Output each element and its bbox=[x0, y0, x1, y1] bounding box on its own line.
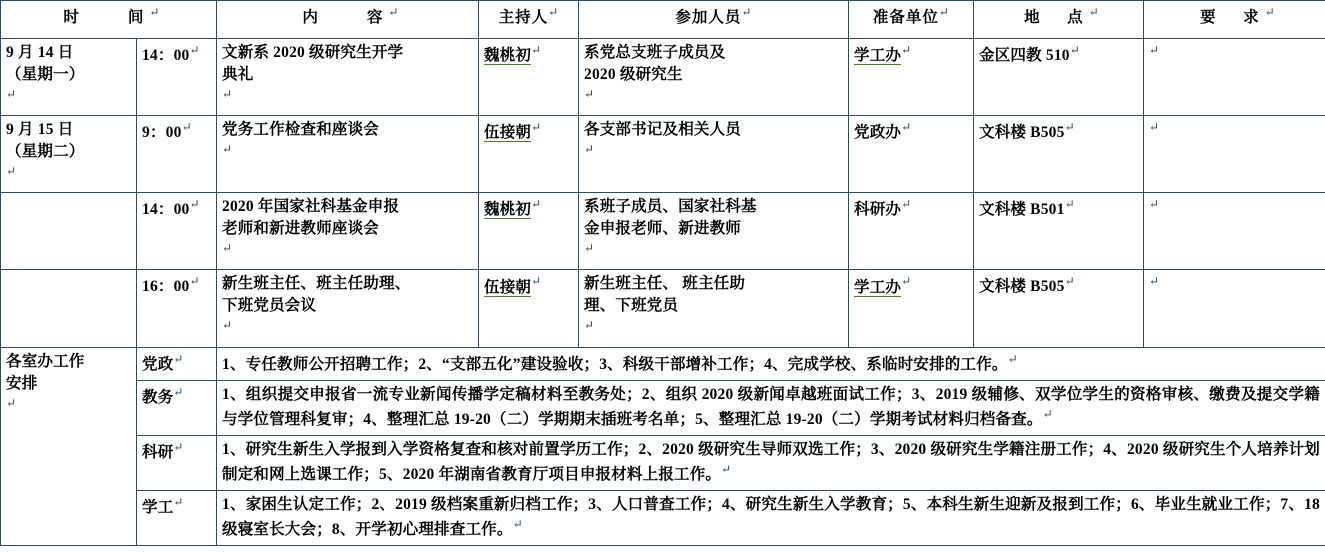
column-header-participants: 参加人员↵ bbox=[579, 1, 849, 39]
cell-tasks: 1、家困生认定工作；2、2019 级档案重新归档工作；3、人口普查工作；4、研究生新生入学教育；5、本科生新生迎新及报到工作；6、毕业生就业工作；7、18 级寝室长大会；8、开学初心理排查工作。↵ bbox=[217, 491, 1325, 546]
paragraph-mark: ↵ bbox=[173, 351, 184, 366]
paragraph-mark: ↵ bbox=[584, 318, 595, 333]
cell-requirement bbox=[1144, 39, 1325, 116]
cell-time: 14：00↵ bbox=[137, 193, 217, 270]
column-header-requirement: 要 求↵ bbox=[1144, 1, 1325, 39]
paragraph-mark: ↵ bbox=[721, 461, 732, 476]
table-header bbox=[1, 1, 1325, 39]
cell-unit: 学工办↵ bbox=[849, 39, 974, 116]
paragraph-mark: ↵ bbox=[531, 197, 542, 212]
paragraph-mark: ↵ bbox=[6, 87, 17, 101]
cell-participants: 新生班主任、 班主任助 理、下班党员 ↵ bbox=[579, 270, 849, 347]
section-row-research bbox=[1, 435, 1325, 490]
cell-place: 文科楼 B505↵ bbox=[974, 270, 1144, 347]
cell-unit: 学工办↵ bbox=[849, 270, 974, 347]
paragraph-mark: ↵ bbox=[173, 495, 184, 510]
paragraph-mark: ↵ bbox=[222, 87, 233, 101]
paragraph-mark: ↵ bbox=[901, 120, 912, 135]
paragraph-mark: ↵ bbox=[1007, 351, 1018, 366]
cell-tasks: 1、专任教师公开招聘工作；2、“支部五化”建设验收；3、科级干部增补工作；4、完成学校、系临时安排的工作。↵ bbox=[217, 347, 1325, 380]
column-header-content: 内 容↵ bbox=[217, 1, 479, 39]
cell-participants: 系党总支班子成员及 2020 级研究生 ↵ bbox=[579, 39, 849, 116]
header-row bbox=[1, 1, 1325, 39]
cell-tasks: 1、研究生新生入学报到入学资格复查和核对前置学历工作；2、2020 级研究生导师双选工作；3、2020 级研究生学籍注册工作；4、2020 级研究生个人培养计划制定和网上选课工作；5、2020 年湖南省教育厅项目申报材料上报工作。↵ bbox=[217, 435, 1325, 490]
paragraph-mark: ↵ bbox=[1088, 5, 1099, 19]
cell-place: 文科楼 B505↵ bbox=[974, 116, 1144, 193]
cell-host: 伍接朝↵ bbox=[479, 270, 579, 347]
paragraph-mark: ↵ bbox=[181, 120, 192, 135]
paragraph-mark: ↵ bbox=[901, 274, 912, 289]
cell-host: 魏桃初↵ bbox=[479, 39, 579, 116]
paragraph-mark: ↵ bbox=[1042, 406, 1053, 421]
paragraph-mark: ↵ bbox=[1064, 120, 1075, 135]
paragraph-mark: ↵ bbox=[6, 164, 17, 179]
table-body bbox=[1, 39, 1325, 546]
paragraph-mark: ↵ bbox=[222, 241, 233, 256]
paragraph-mark: ↵ bbox=[901, 197, 912, 212]
cell-host: 伍接朝↵ bbox=[479, 116, 579, 193]
paragraph-mark: ↵ bbox=[584, 142, 595, 157]
section-row-student-affairs bbox=[1, 491, 1325, 546]
cell-tasks: 1、组织提交申报省一流专业新闻传播学定稿材料至教务处；2、组织 2020 级新闻卓越班面试工作；3、2019 级辅修、双学位学生的资格审核、缴费及提交学籍与学位管理科复审；4、整理汇总 19-20（二）学期期末插班考名单；5、整理汇总 19-20（二）学期考试材料归档备查。↵ bbox=[217, 380, 1325, 435]
paragraph-mark: ↵ bbox=[189, 274, 200, 289]
paragraph-mark: ↵ bbox=[1069, 43, 1080, 57]
paragraph-mark: ↵ bbox=[584, 241, 595, 256]
paragraph-mark: ↵ bbox=[388, 5, 399, 19]
paragraph-mark: ↵ bbox=[1149, 43, 1160, 57]
column-header-time: 时 间↵ bbox=[1, 1, 217, 39]
cell-content: 2020 年国家社科基金申报 老师和新进教师座谈会 ↵ bbox=[217, 193, 479, 270]
paragraph-mark: ↵ bbox=[512, 517, 523, 532]
paragraph-mark: ↵ bbox=[938, 5, 950, 19]
paragraph-mark: ↵ bbox=[189, 197, 200, 212]
cell-date bbox=[1, 193, 137, 270]
paragraph-mark: ↵ bbox=[531, 43, 542, 57]
paragraph-mark: ↵ bbox=[1064, 274, 1075, 289]
paragraph-mark: ↵ bbox=[222, 142, 233, 157]
cell-department: 学工↵ bbox=[137, 491, 217, 546]
cell-requirement bbox=[1144, 193, 1325, 270]
paragraph-mark: ↵ bbox=[531, 274, 542, 289]
paragraph-mark: ↵ bbox=[584, 87, 595, 101]
cell-department: 教务↵ bbox=[137, 380, 217, 435]
paragraph-mark: ↵ bbox=[6, 395, 17, 410]
cell-section-label: 各室办工作 安排 ↵ bbox=[1, 347, 137, 546]
paragraph-mark: ↵ bbox=[1149, 197, 1160, 212]
column-header-unit: 准备单位↵ bbox=[849, 1, 974, 39]
cell-content: 党务工作检查和座谈会 ↵ bbox=[217, 116, 479, 193]
table-row bbox=[1, 116, 1325, 193]
section-row-academic-affairs bbox=[1, 380, 1325, 435]
paragraph-mark: ↵ bbox=[1264, 5, 1275, 19]
paragraph-mark: ↵ bbox=[173, 384, 184, 399]
column-header-host: 主持人↵ bbox=[479, 1, 579, 39]
cell-time: 9：00↵ bbox=[137, 116, 217, 193]
cell-time: 14：00↵ bbox=[137, 39, 217, 116]
cell-place: 文科楼 B501↵ bbox=[974, 193, 1144, 270]
cell-date: 9 月 14 日 （星期一） ↵ bbox=[1, 39, 137, 116]
cell-place: 金区四教 510↵ bbox=[974, 39, 1144, 116]
cell-participants: 系班子成员、国家社科基 金申报老师、新进教师 ↵ bbox=[579, 193, 849, 270]
table-row bbox=[1, 39, 1325, 116]
cell-department: 科研↵ bbox=[137, 435, 217, 490]
cell-department: 党政↵ bbox=[137, 347, 217, 380]
paragraph-mark: ↵ bbox=[149, 5, 160, 19]
paragraph-mark: ↵ bbox=[1064, 197, 1075, 212]
paragraph-mark: ↵ bbox=[531, 120, 542, 135]
table-row bbox=[1, 193, 1325, 270]
cell-date: 9 月 15 日 （星期二） ↵ bbox=[1, 116, 137, 193]
cell-requirement bbox=[1144, 116, 1325, 193]
paragraph-mark: ↵ bbox=[222, 318, 233, 333]
cell-participants: 各支部书记及相关人员 ↵ bbox=[579, 116, 849, 193]
paragraph-mark: ↵ bbox=[1149, 120, 1160, 135]
table-row bbox=[1, 270, 1325, 347]
cell-host: 魏桃初↵ bbox=[479, 193, 579, 270]
cell-unit: 党政办↵ bbox=[849, 116, 974, 193]
column-header-place: 地 点↵ bbox=[974, 1, 1144, 39]
cell-date bbox=[1, 270, 137, 347]
section-row-party-admin bbox=[1, 347, 1325, 380]
cell-requirement bbox=[1144, 270, 1325, 347]
cell-unit: 科研办↵ bbox=[849, 193, 974, 270]
paragraph-mark: ↵ bbox=[173, 439, 184, 454]
cell-content: 新生班主任、班主任助理、 下班党员会议 ↵ bbox=[217, 270, 479, 347]
paragraph-mark: ↵ bbox=[741, 5, 752, 19]
paragraph-mark: ↵ bbox=[1149, 274, 1160, 289]
paragraph-mark: ↵ bbox=[189, 43, 200, 57]
paragraph-mark: ↵ bbox=[901, 43, 912, 57]
cell-time: 16：00↵ bbox=[137, 270, 217, 347]
paragraph-mark: ↵ bbox=[548, 5, 559, 19]
cell-content: 文新系 2020 级研究生开学 典礼 ↵ bbox=[217, 39, 479, 116]
